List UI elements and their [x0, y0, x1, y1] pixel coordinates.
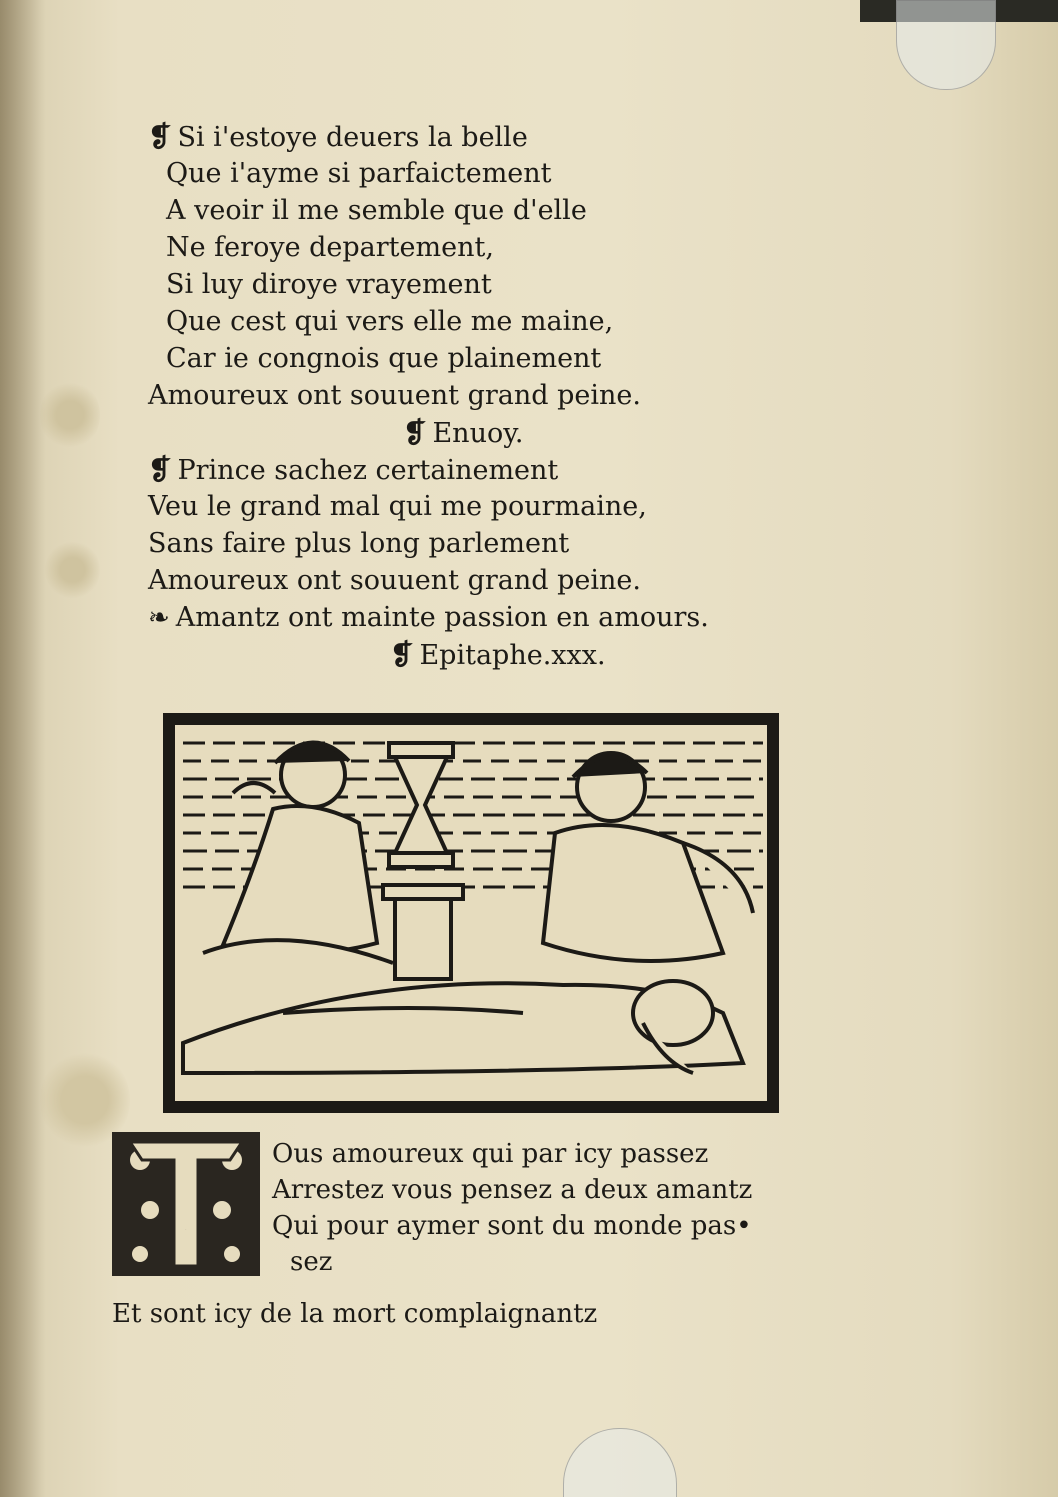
verse-line: A veoir il me semble que d'elle	[166, 195, 587, 226]
verse-line: Sans faire plus long parlement	[148, 528, 570, 559]
book-clip-top	[896, 0, 996, 90]
verse-line: Qui pour aymer sont du monde pas•	[272, 1211, 752, 1241]
woodcut-illustration	[163, 713, 779, 1113]
envoy-heading: ❡ Enuoy.	[403, 416, 524, 449]
verse-line: Amoureux ont souuent grand peine.	[148, 565, 641, 596]
verse-line: Car ie congnois que plainement	[166, 343, 602, 374]
paper-damage	[40, 380, 100, 450]
epitaph-verse	[272, 1136, 872, 1280]
book-clip-bottom	[563, 1428, 677, 1497]
verse-line: Et sont icy de la mort complaignantz	[112, 1299, 598, 1329]
verse-line: Amoureux ont souuent grand peine.	[148, 380, 641, 411]
paper-damage	[45, 540, 100, 600]
verse-line: ❡ Prince sachez certainement	[148, 453, 559, 486]
verse-line: sez	[290, 1247, 333, 1277]
verse-line: Que cest qui vers elle me maine,	[166, 306, 614, 337]
gutter-shadow	[0, 0, 46, 1497]
pilcrow-icon: ❡	[390, 638, 414, 671]
verse-line: Si luy diroye vrayement	[166, 269, 492, 300]
epitaph-heading: ❡ Epitaphe.xxx.	[390, 638, 606, 671]
motto-line: ❧ Amantz ont mainte passion en amours.	[148, 602, 709, 633]
pilcrow-icon: ❡	[148, 453, 172, 486]
verse-line: ❡ Si i'estoye deuers la belle	[148, 120, 528, 153]
verse-line: Ous amoureux qui par icy passez	[272, 1139, 709, 1169]
verse-line: Arrestez vous pensez a deux amantz	[272, 1175, 753, 1205]
pilcrow-icon: ❡	[403, 416, 427, 449]
pilcrow-icon: ❡	[148, 120, 172, 153]
decorated-initial	[110, 1130, 262, 1278]
verse-line: Que i'ayme si parfaictement	[166, 158, 552, 189]
poem-text	[148, 118, 868, 673]
initial-letter: T	[185, 1230, 187, 1231]
fleuron-icon: ❧	[148, 603, 170, 633]
verse-line: Ne feroye departement,	[166, 232, 494, 263]
verse-line: Veu le grand mal qui me pourmaine,	[148, 491, 647, 522]
